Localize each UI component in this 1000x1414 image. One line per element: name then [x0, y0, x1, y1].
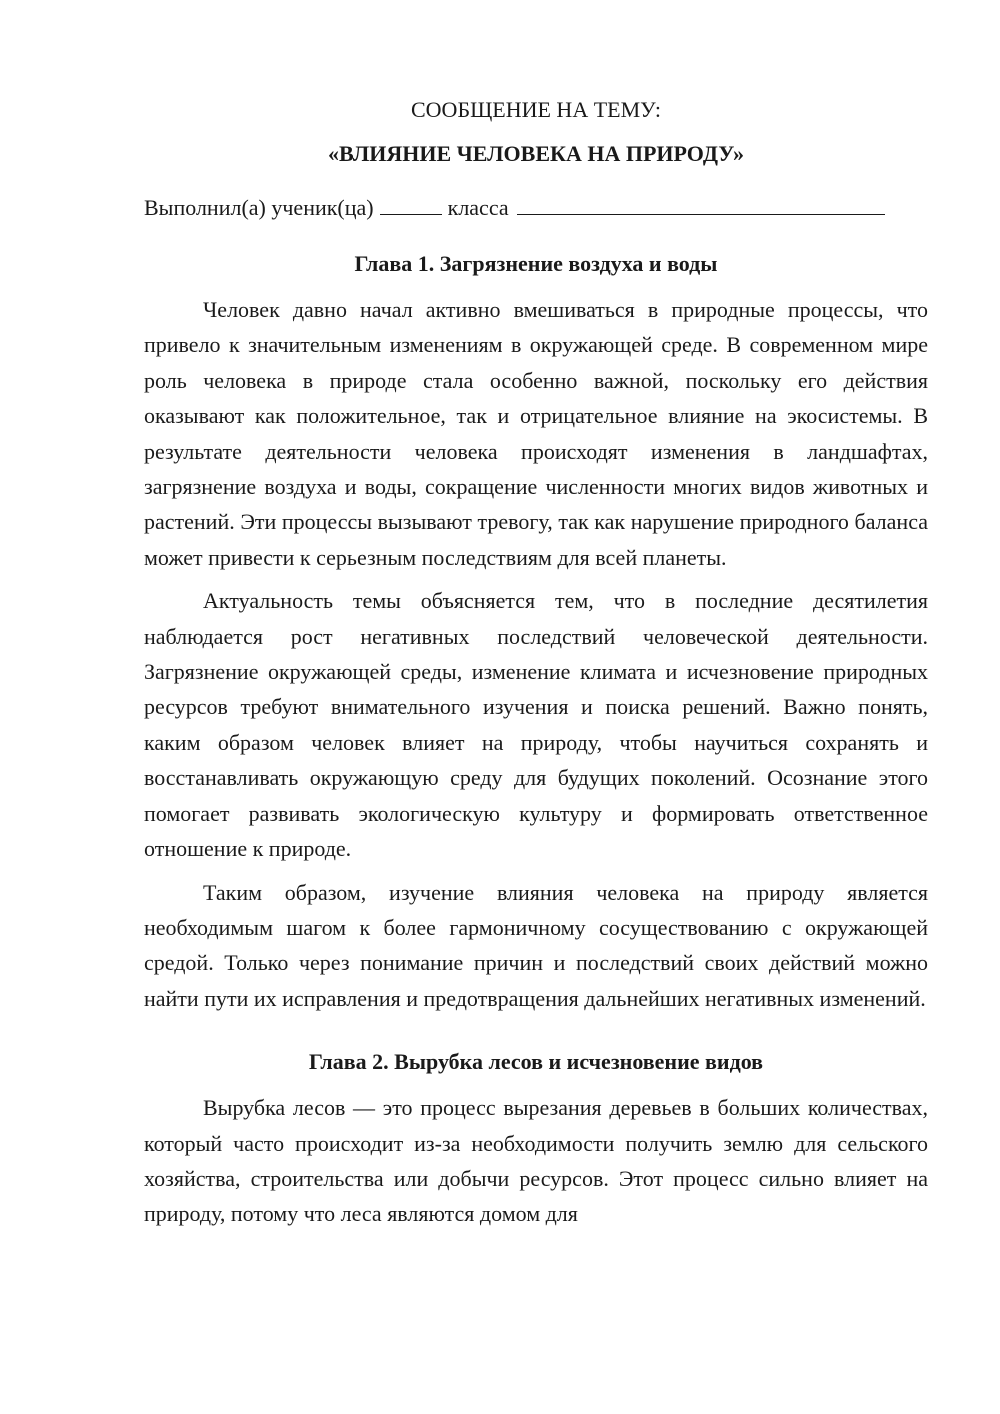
document-content: [144, 92, 928, 1240]
class-label: класса: [447, 195, 509, 220]
chapter-2-title: Глава 2. Вырубка лесов и исчезновение видов: [308, 1049, 764, 1075]
chapter-1-title: Глава 1. Загрязнение воздуха и воды: [354, 251, 718, 276]
author-prefix: Выполнил(а) ученик(ца): [144, 195, 374, 220]
chapter-1-paragraph-2: Актуальность темы объясняется тем, что в последние десятилетия наблюдается рост негативных последствий человеческой деятельности. Загрязнение окружающей среды, изменение климата и исчезновение природных ресурсов требуют внимательного изучения и поиска решений. Важно понять, каким образом человек влияет на природу, чтобы научиться сохранять и восстанавливать окружающую среду для будущих поколений. Осознание этого помогает развивать экологическую культуру и формировать ответственное отношение к природе.: [144, 588, 928, 862]
chapter-1-paragraph-1: Человек давно начал активно вмешиваться в природные процессы, что привело к значительным изменениям в окружающей среде. В современном мире роль человека в природе стала особенно важной, поскольку его действия оказывают как положительное, так и отрицательное влияние на экосистемы. В результате деятельности человека происходят изменения в ландшафтах, загрязнение воздуха и воды, сокращение численности многих видов животных и растений. Эти процессы вызывают тревогу, так как нарушение природного баланса может привести к серьезным последствиям для всей планеты.: [144, 297, 928, 570]
class-number-blank: [380, 192, 442, 215]
document-title-topic: «ВЛИЯНИЕ ЧЕЛОВЕКА НА ПРИРОДУ»: [327, 141, 744, 166]
chapter-2-paragraph-1: Вырубка лесов — это процесс вырезания деревьев в больших количествах, который часто происходит из-за необходимости получить землю для сельского хозяйства, строительства или добычи ресурсов. Этот процесс сильно влияет на природу, потому что леса являются домом для: [144, 1095, 928, 1227]
document-title-line1: СООБЩЕНИЕ НА ТЕМУ:: [411, 97, 661, 122]
author-line: [144, 190, 928, 226]
chapter-1-paragraph-3: Таким образом, изучение влияния человека на природу является необходимым шагом к более гармоничному сосуществованию с окружающей средой. Только через понимание причин и последствий своих действий можно найти пути их исправления и предотвращения дальнейших негативных изменений.: [144, 879, 928, 1011]
student-name-blank: [517, 192, 885, 215]
